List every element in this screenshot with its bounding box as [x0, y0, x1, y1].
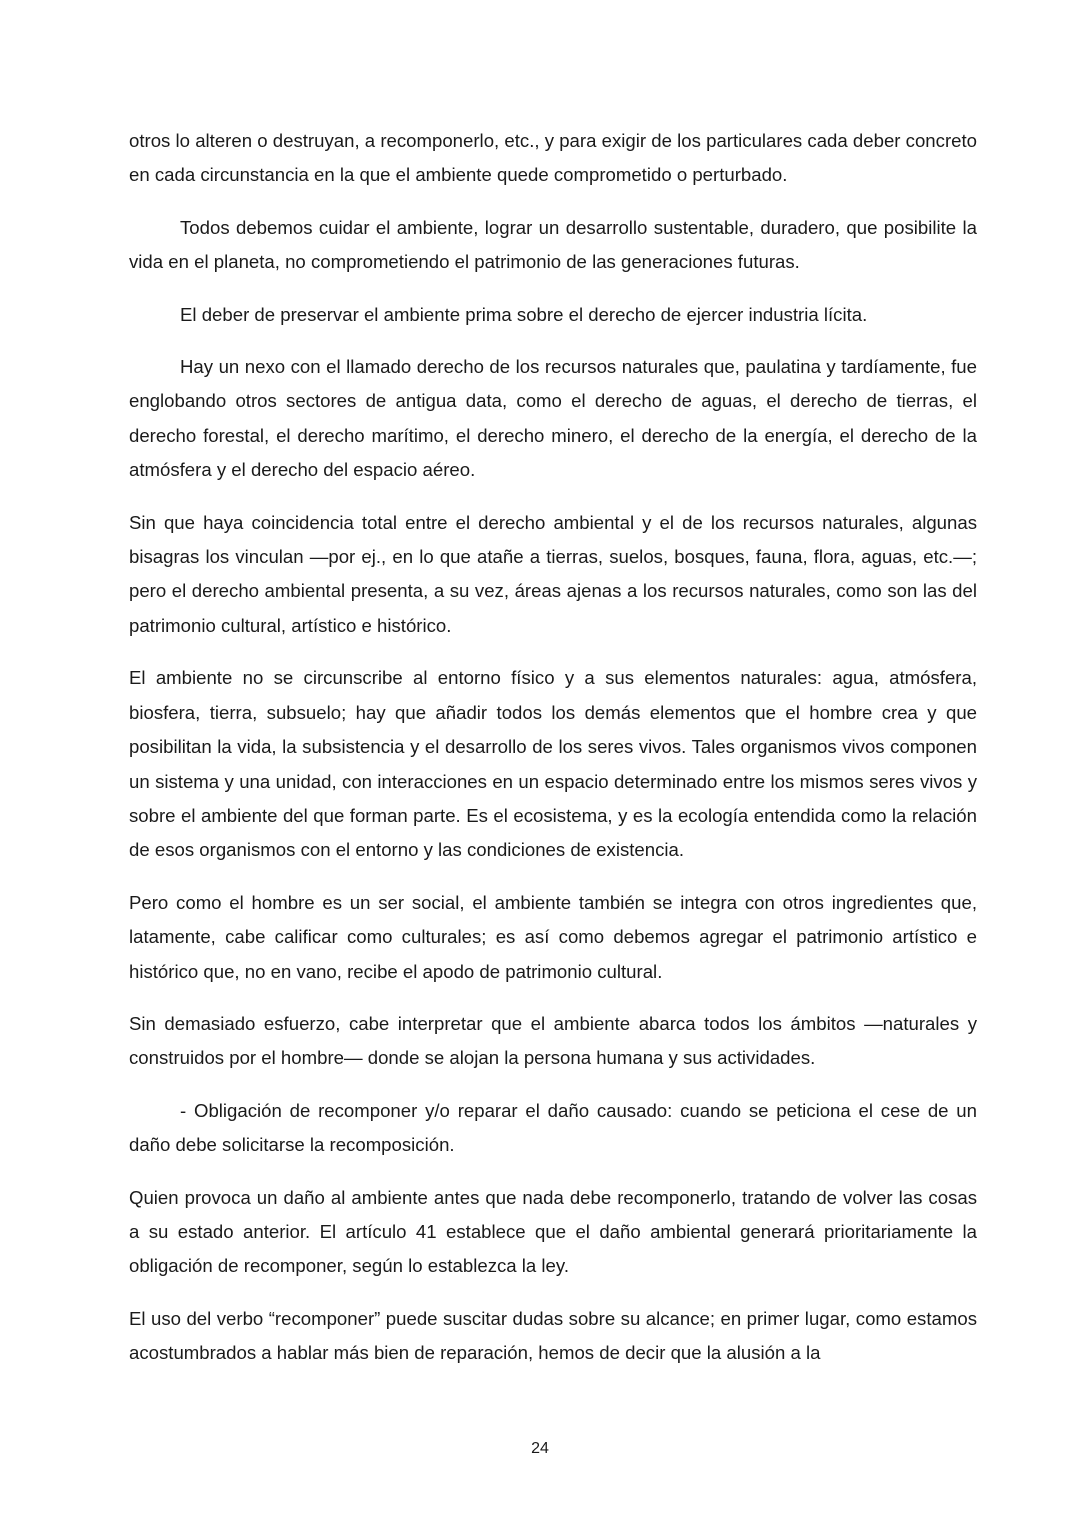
- paragraph-11: El uso del verbo “recomponer” puede suscitar dudas sobre su alcance; en primer lugar, como estamos acostumbrados a hablar más bien de reparación, hemos de decir que la alusión a la: [129, 1307, 977, 1364]
- body-text: [129, 124, 977, 1389]
- paragraph-4: Hay un nexo con el llamado derecho de los recursos naturales que, paulatina y tardíamente, fue englobando otros sectores de antigua data, como el derecho de aguas, el derecho de tierras, el derecho forestal, el derecho marítimo, el derecho minero, el derecho de la energía, el derecho de la atmósfera y el derecho del espacio aéreo.: [129, 356, 977, 481]
- paragraph-2: Todos debemos cuidar el ambiente, lograr un desarrollo sustentable, duradero, que posibilite la vida en el planeta, no comprometiendo el patrimonio de las generaciones futuras.: [129, 216, 977, 273]
- paragraph-1: otros lo alteren o destruyan, a recomponerlo, etc., y para exigir de los particulares cada deber concreto en cada circunstancia en la que el ambiente quede comprometido o perturbado.: [129, 130, 977, 186]
- paragraph-5: Sin que haya coincidencia total entre el derecho ambiental y el de los recursos naturales, algunas bisagras los vinculan —por ej., en lo que atañe a tierras, suelos, bosques, fauna, flora, aguas, etc.—; pero el derecho ambiental presenta, a su vez, áreas ajenas a los recursos naturales, como son las del patrimonio cultural, artístico e histórico.: [129, 511, 977, 636]
- paragraph-10: Quien provoca un daño al ambiente antes que nada debe recomponerlo, tratando de volver las cosas a su estado anterior. El artículo 41 establece que el daño ambiental generará prioritariamente la obligación de recomponer, según lo establezca la ley.: [129, 1186, 977, 1277]
- page-number: 24: [531, 1440, 549, 1457]
- list-item-obligation: - Obligación de recomponer y/o reparar el daño causado: cuando se peticiona el cese de un daño debe solicitarse la recomposición.: [129, 1099, 977, 1156]
- paragraph-8: Sin demasiado esfuerzo, cabe interpretar que el ambiente abarca todos los ámbitos —naturales y construidos por el hombre— donde se alojan la persona humana y sus actividades.: [129, 1012, 977, 1069]
- paragraph-3: El deber de preservar el ambiente prima sobre el derecho de ejercer industria lícita.: [180, 303, 868, 325]
- paragraph-7: Pero como el hombre es un ser social, el ambiente también se integra con otros ingredientes que, latamente, cabe calificar como culturales; es así como debemos agregar el patrimonio artístico e histórico que, no en vano, recibe el apodo de patrimonio cultural.: [129, 891, 977, 982]
- paragraph-6: El ambiente no se circunscribe al entorno físico y a sus elementos naturales: agua, atmósfera, biosfera, tierra, subsuelo; hay que añadir todos los demás elementos que el hombre crea y que posibilitan la vida, la subsistencia y el desarrollo de los seres vivos. Tales organismos vivos componen un sistema y una unidad, con interacciones en un espacio determinado entre los mismos seres vivos y sobre el ambiente del que forman parte. Es el ecosistema, y es la ecología entendida como la relación de esos organismos con el entorno y las condiciones de existencia.: [129, 667, 977, 861]
